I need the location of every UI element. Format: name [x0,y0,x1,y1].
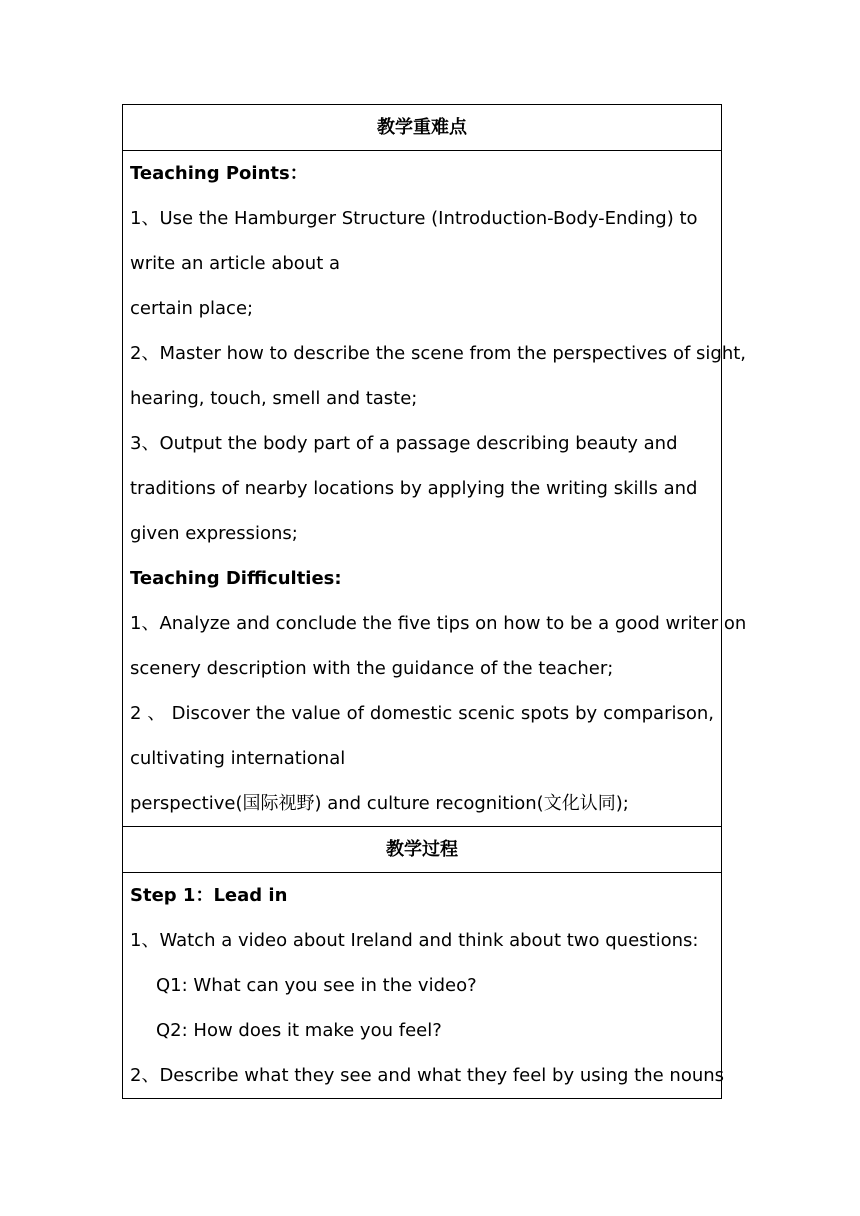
teaching-difficulty-2-line-1: 2 、 Discover the value of domestic scenic spots by comparison, [130,703,714,724]
lesson-plan-table [122,104,747,1099]
section-header-key-difficult-points: 教学重难点 [123,105,722,151]
teaching-difficulty-1-line-2: scenery description with the guidance of the teacher; [130,658,614,679]
teaching-difficulties-label: Teaching Difficulties: [130,568,342,589]
teaching-point-2-line-1: 2、Master how to describe the scene from the perspectives of sight, [130,343,747,364]
teaching-difficulty-2-line-2: cultivating international [130,748,346,769]
teaching-point-1-line-1: 1、Use the Hamburger Structure (Introduction-Body-Ending) to [130,208,698,229]
teaching-points-label: Teaching Points： [130,163,308,184]
section-body-key-difficult-points [123,151,747,827]
step-1-label: Step 1：Lead in [130,885,288,906]
section-body-teaching-process [123,873,725,1099]
teaching-point-1-line-3: certain place; [130,298,254,319]
teaching-difficulty-1-line-1: 1、Analyze and conclude the five tips on how to be a good writer on [130,613,747,634]
teaching-point-2-line-2: hearing, touch, smell and taste; [130,388,418,409]
section-header-teaching-process: 教学过程 [123,827,722,873]
teaching-point-3-line-1: 3、Output the body part of a passage describing beauty and [130,433,678,454]
teaching-point-3-line-3: given expressions; [130,523,298,544]
teaching-difficulty-2-line-3: perspective(国际视野) and culture recognition(文化认同); [130,793,629,814]
teaching-point-3-line-2: traditions of nearby locations by applying the writing skills and [130,478,698,499]
step-1-question-2: Q2: How does it make you feel? [156,1020,442,1041]
step-1-item-1: 1、Watch a video about Ireland and think about two questions: [130,930,699,951]
teaching-point-1-line-2: write an article about a [130,253,341,274]
step-1-item-2: 2、Describe what they see and what they feel by using the nouns [130,1065,725,1086]
step-1-question-1: Q1: What can you see in the video? [156,975,477,996]
